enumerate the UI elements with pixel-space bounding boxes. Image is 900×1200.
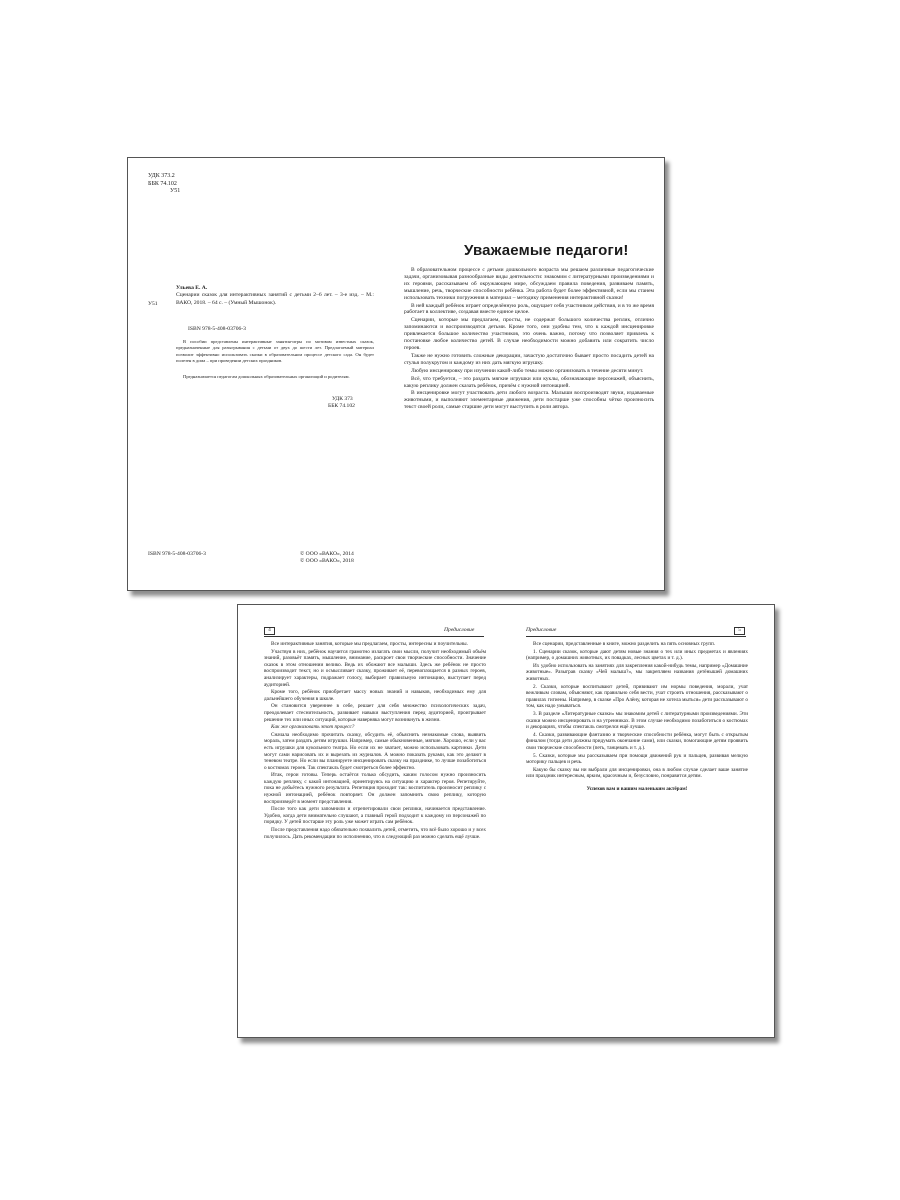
intro-text [404,267,654,412]
preface-page-right [506,605,774,1037]
copyright-line: © ООО «ВАКО», 2018 [300,558,354,565]
subheading-question: Как же организовать этот процесс? [271,724,355,731]
running-head: Предисловие [444,627,475,633]
page-number: 5 [734,627,745,635]
udk-line: УДК 373.2 [148,173,175,179]
copyright-page [128,158,396,590]
udk-bottom-line: УДК 373 [332,396,353,402]
udk-block [148,173,228,196]
preface-text-right [526,641,748,793]
isbn-top: ISBN 978-5-408-03706-3 [188,326,246,332]
header-rule [526,636,746,637]
paragraph: Их удобно использовать на занятиях для закрепления какой-нибудь темы, например «Домашние животные». Разыграв сказку «Чей малыш?», мы закрепляем названия детёнышей домашних животных. [526,662,748,682]
paragraph: Какую бы сказку вы ни выбрали для инсценировки, она в любом случае сделает ваше занятие или праздник интересным, ярким, красочным и, безусловно, понравится детям. [526,766,748,780]
paragraph: Также не нужно готовить сложные декорации, зачастую достаточно бывает просто посадить детей на стулья полукругом и каждому из них дать мягкую игрушку. [404,352,654,366]
paragraph: Все интерактивные занятия, которые мы предлагаем, просты, интересны и поучительны. [271,641,468,647]
paragraph: Все сценарии, представленные в книге, можно разделить на пять основных групп. [533,641,716,647]
running-head: Предисловие [526,627,557,633]
paragraph: 3. В разделе «Литературные сказки» мы знакомим детей с литературными произведениями. Эти сказки можно инсценировать и на утренниках. В этом случае необходимо позаботиться о костюмах и декорациях, чтобы спектакль смотрелся ещё лучше. [526,710,748,731]
paragraph: После того как дети запомнили и отрепетировали свои реплики, начинается представление. Удобно, когда дети внимательно слушают, а главный герой подходит к каждому из персонажей по порядку. У детей постарше эту роль уже может играть сам ребёнок. [264,806,486,826]
paragraph: После представления надо обязательно похвалить детей, отметить, что всё было хорошо и у всех получилось. Дать рекомендации по исполнению, что в следующий раз можно сделать ещё лучше. [264,827,486,840]
paragraph: 2. Сказки, которые воспитывают детей, прививают им нормы поведения, морали, учат вежливым словам, объясняют, как правильно себя вести, учат строить отношения, рассказывают о правилах гигиены. Например, в сказке «Про Алёну, которая не хотела мыться» дети рассказывают о том, как надо умываться. [526,683,748,710]
closing-line: Успехов вам и вашим маленьким актёрам! [586,785,688,792]
bib-text: Сценарии сказок для интерактивных занятий с детьми 2–6 лет. – 3-е изд. – М.: ВАКО, 2018. – 64 с. – (Умный Мышонок). [176,292,374,306]
book-spread-title-pages [127,157,665,591]
paragraph: Всё, что требуется, – это раздать мягкие игрушки или куклы, обозначающие персонажей, объяснить, какую реплику должен сказать ребёнок, причём с нужной интонацией. [404,375,654,389]
paragraph: Участвуя в них, ребёнок научится грамотно излагать свои мысли, получит необходимый объём знаний, разовьёт память, мышление, внимание, раскроет свои творческие способности. Значение сказок в этом отношении велико. Ведь их обожают все малыши. Здесь же ребёнок не просто воспроизводит текст, но и осмысливает сказку, проживает её, перевоплощается в разных героев, анализирует характеры, подражает голосу, выбирает правильную интонацию, выступает перед аудиторией. [264,648,486,688]
author-name: Ульева Е. А. [176,285,208,291]
audience-note: Предназначается педагогам дошкольных образовательных организаций и родителям. [183,374,350,379]
copyright-line: © ООО «ВАКО», 2014 [300,551,354,557]
page-number: 4 [264,627,275,635]
book-spread-preface [237,604,775,1038]
paragraph: Сценарии, которые мы предлагаем, просты, не содержат большого количества реплик, отлично запоминаются и воспроизводятся детьми. Кроме того, они удобны тем, что к каждой инсценировке привлекается большое количество участников, это очень важно, потому что позволяет привлечь к постановке любое количество детей. В случае необходимости можно добавить или сократить число героев. [404,317,654,351]
paragraph: Итак, герои готовы. Теперь остаётся только обсудить, каким голосом нужно произносить каждую реплику, с какой интонацией, ориентируясь на ситуацию и характер героя. Репетируйте, пока не добьётесь нужного результата. Репетиция проходит так: воспитатель произносит реплику с нужной интонацией, ребёнок повторяет. Он должен запомнить свою реплику, которую воспроизведёт в момент представления. [264,772,486,805]
paragraph: 1. Сценарии сказок, которые дают детям новые знания о тех или иных предметах и явлениях (например, о домашних животных, их повадках, лесных цветах и т. д.). [526,648,748,662]
paragraph: 4. Сказки, развивающие фантазию и творческие способности ребёнка, могут быть с открытым финалом (тогда дети должны придумать окончание сами), или сказки, помогающие детям проявить свои творческие способности (петь, танцевать и т. д.). [526,731,748,751]
intro-heading: Уважаемые педагоги! [464,242,629,259]
bbk-bottom-line: ББК 74.102 [328,403,355,410]
bibliographic-description [176,285,374,307]
paragraph: В образовательном процессе с детьми дошкольного возраста мы решаем различные педагогические задачи, организовывая разнообразные виды деятельности: знакомим с литературными произведениями и их героями, рассказываем об окружающем мире, обсуждаем правила поведения, развиваем память, мышление, речь, творческие способности ребёнка. Эта работа будет более эффективной, если мы станем использовать техники погружения в материал – методику применения интерактивной сказки! [404,267,654,301]
paragraph: Любую инсценировку при изучении какой-либо темы можно организовать в течение десяти минут. [411,367,644,374]
paragraph: Он становится увереннее в себе, решает для себя множество психологических задач, преодолевает стеснительность, развивает навыки выступления перед аудиторией, проигрывает решение тех или иных ситуаций, которые наверняка могут возникнуть в жизни. [264,703,486,723]
paragraph: Кроме того, ребёнок приобретает массу новых знаний и навыков, необходимых ему для дальнейшего обучения в школе. [264,689,486,702]
header-rule [264,636,484,637]
author-index: У51 [148,301,158,307]
annotation: В пособии представлены интерактивные занятия-игры по мотивам известных сказок, предназначенные для разыгрывания с детьми от двух до шести лет. Предлагаемый материал позволит эффективно использовать сказки в образовательном процессе детского сада. Он будет полезен в дома – при проведении детских праздников. [176,339,374,363]
paragraph: Сначала необходимо прочитать сказку, обсудить её, объяснить незнакомые слова, выявить мораль, затем раздать детям игрушки. Например, самые обыкновенные, мягкие. Хорошо, если у вас есть игрушки для кукольного театра. Но если их не хватает, можно использовать картинки. Дети могут сами нарисовать их и вырезать из журналов. А можно показать руками, как это делают в теневом театре. Но если вы планируете инсценировать сказку на празднике, то лучше позаботиться о костюмах героев. Так спектакль будет смотреться более эффектно. [264,731,486,771]
paragraph: В инсценировке могут участвовать дети любого возраста. Малыши воспроизводят звуки, издаваемые животными, и выполняют элементарные движения, дети постарше уже способны чётко произносить текст своей роли, самые старшие дети могут выступить в роли автора. [404,390,654,411]
author-mark-line: У51 [170,188,181,194]
bbk-line: ББК 74.102 [148,180,177,187]
copyright-lines [300,551,354,566]
paragraph: В ней каждый ребёнок играет определённую роль, ощущает себя участником действия, и в то же время работает в коллективе, создавая вместе единое целое. [404,302,654,316]
isbn-bottom: ISBN 978-5-408-03706-3 [148,551,206,557]
preface-text-left [264,641,486,841]
paragraph: 5. Сказки, которые мы рассказываем при помощи движений рук и пальцев, развивая мелкую моторику пальцев и речь. [526,752,748,766]
preface-page-left [238,605,506,1037]
intro-page [396,158,664,590]
udk-bottom [328,396,355,411]
